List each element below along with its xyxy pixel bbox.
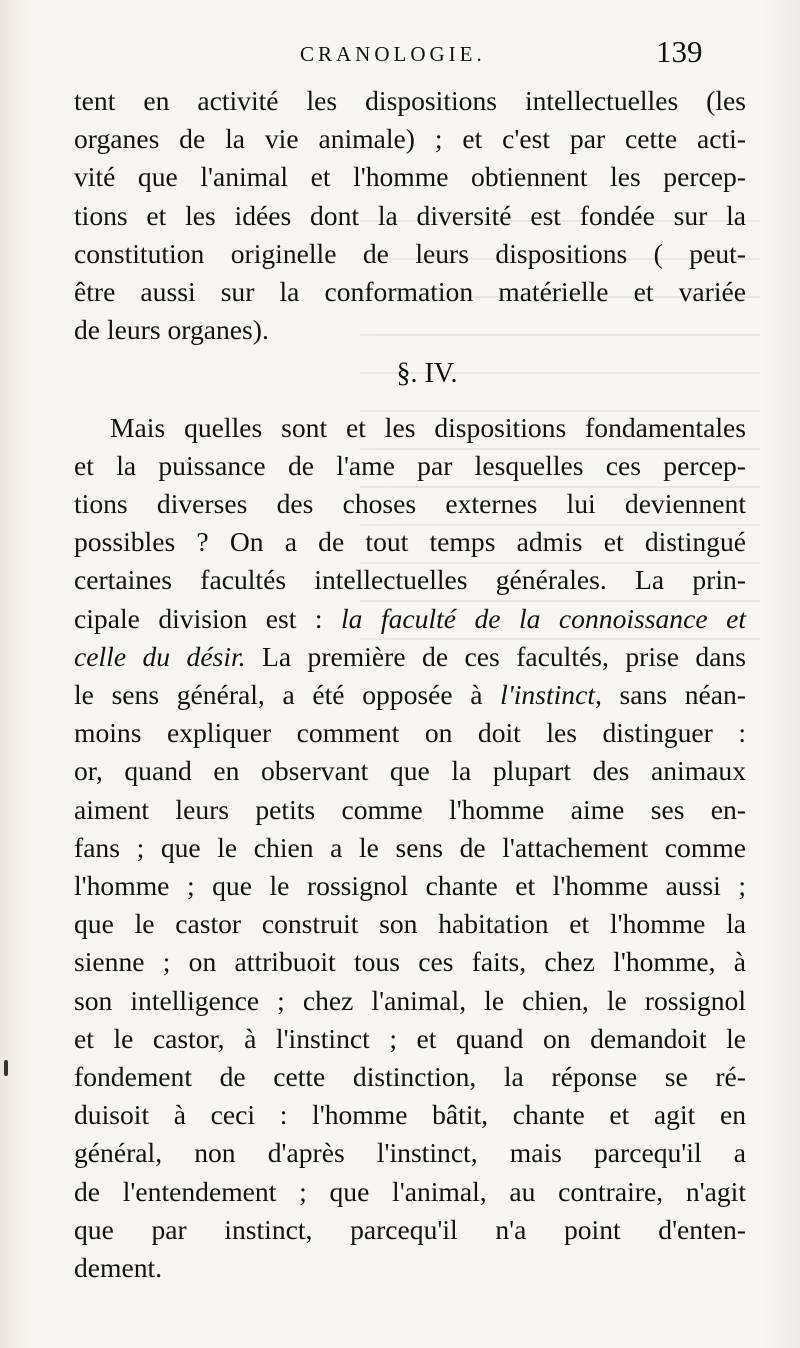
- body-text: [74, 82, 746, 1287]
- text-line: fondement de cette distinction, la réponse se ré-: [74, 1061, 746, 1093]
- text-line: l'homme ; que le rossignol chante et l'homme aussi ;: [74, 870, 746, 902]
- text-segment: cipale division est :: [74, 602, 341, 634]
- text-line: [74, 638, 746, 676]
- section-heading: §. IV.: [396, 358, 458, 390]
- text-line: que par instinct, parcequ'il n'a point d'enten-: [74, 1213, 746, 1245]
- text-line: organes de la vie animale) ; et c'est par cette acti-: [74, 123, 746, 155]
- text-line: constitution originelle de leurs dispositions ( peut-: [74, 237, 746, 269]
- text-line: [74, 600, 746, 638]
- text-line: moins expliquer comment on doit les distinguer :: [74, 717, 746, 749]
- text-line: vité que l'animal et l'homme obtiennent les percep-: [74, 161, 746, 193]
- page-header: [0, 34, 800, 74]
- text-line: tions et les idées dont la diversité est fondée sur la: [74, 199, 746, 231]
- italic-phrase: celle du désir.: [74, 640, 246, 672]
- text-line: tions diverses des choses externes lui deviennent: [74, 488, 746, 520]
- text-line: dement.: [74, 1252, 163, 1284]
- text-segment: La première de ces facultés, prise dans: [245, 640, 746, 672]
- italic-phrase: l'instinct: [500, 679, 595, 711]
- text-line: être aussi sur la conformation matérielle et variée: [74, 276, 746, 308]
- text-line: de l'entendement ; que l'animal, au contraire, n'agit: [74, 1175, 746, 1207]
- text-line: Mais quelles sont et les dispositions fondamentales: [110, 411, 746, 443]
- text-line: son intelligence ; chez l'animal, le chien, le rossignol: [74, 984, 746, 1016]
- paragraph-2: [74, 409, 746, 1288]
- text-line: tent en activité les dispositions intellectuelles (les: [74, 85, 746, 116]
- paragraph-1: [74, 82, 746, 349]
- text-segment: , sans néan-: [595, 679, 747, 711]
- text-line: de leurs organes).: [74, 314, 269, 346]
- text-line: que le castor construit son habitation et l'homme la: [74, 908, 746, 940]
- text-line: sienne ; on attribuoit tous ces faits, chez l'homme, à: [74, 946, 746, 978]
- text-line: possibles ? On a de tout temps admis et distingué: [74, 526, 746, 558]
- running-head: CRANOLOGIE.: [300, 42, 486, 66]
- text-line: [74, 676, 746, 714]
- text-line: aiment leurs petits comme l'homme aime ses en-: [74, 793, 746, 825]
- text-line: or, quand en observant que la plupart des animaux: [74, 755, 746, 787]
- text-line: et la puissance de l'ame par lesquelles ces percep-: [74, 449, 746, 481]
- page-edge-mark: [4, 1060, 8, 1076]
- italic-phrase: la faculté de la connoissance et: [341, 602, 746, 634]
- text-line: certaines facultés intellectuelles générales. La prin-: [74, 564, 746, 596]
- text-line: fans ; que le chien a le sens de l'attachement comme: [74, 831, 746, 863]
- text-segment: le sens général, a été opposée à: [74, 679, 501, 711]
- page-number: 139: [656, 34, 703, 69]
- text-line: et le castor, à l'instinct ; et quand on demandoit le: [74, 1022, 746, 1054]
- text-line: général, non d'après l'instinct, mais parcequ'il a: [74, 1137, 746, 1169]
- text-line: duisoit à ceci : l'homme bâtit, chante et agit en: [74, 1099, 746, 1131]
